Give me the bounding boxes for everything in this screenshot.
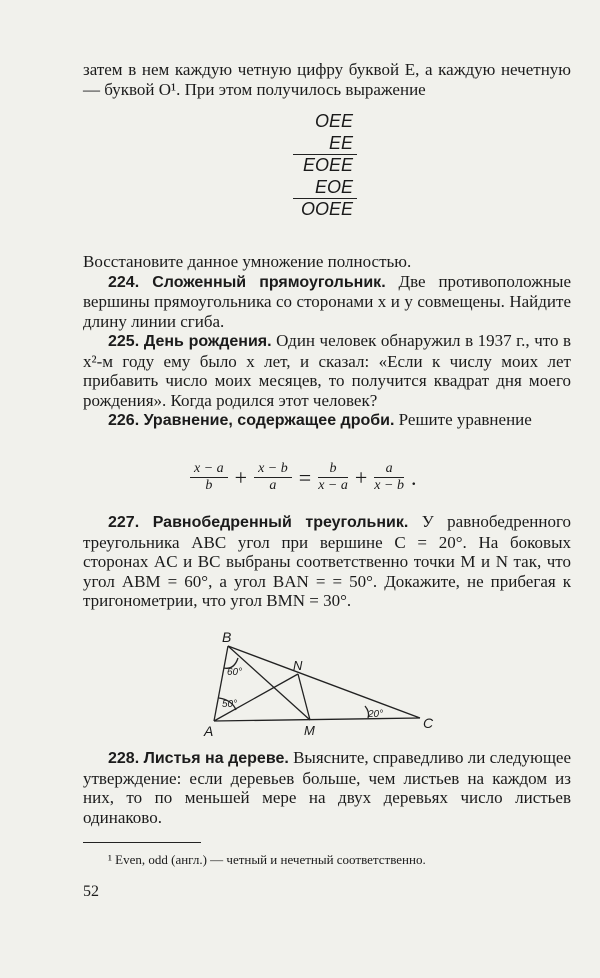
page-number: 52 (83, 883, 99, 900)
problem-227-body: У равнобедренного треугольника ABC угол при вершине C = 20°. На боковых сторонах AC и BC выбраны соответственно точки M и N так, что угол ABM = 60°, а угол BAN = = 50°. Докажите, не прибегая к тригонометрии, что угол BMN = 30°. (83, 512, 572, 610)
mult-row-3: EOEE (302, 155, 353, 175)
problem-226 (83, 410, 571, 431)
mult-row-2: EE (328, 133, 353, 153)
fraction-3: $\frac{b}{x - a}$ (318, 461, 348, 493)
problem-228 (83, 748, 571, 827)
segment-nm (298, 674, 310, 720)
problem-224-title: 224. Сложенный прямоугольник. (108, 273, 386, 291)
problem-225-body: Один человек обнаружил в 1937 г., что в x²-м году ему было x лет, и сказал: «Если к числу моих лет прибавить число моих месяцев, то получится квадрат дня моего рождения». Когда родился этот человек? (83, 331, 572, 410)
intro-paragraph: затем в нем каждую четную цифру буквой E, а каждую нечетную — буквой O¹. При этом получилось выражение (83, 60, 571, 99)
mult-rule-1 (293, 154, 357, 155)
problem-224-body: Две противоположные вершины прямоугольника со сторонами x и y совмещены. Найдите длину линии сгиба. (83, 271, 572, 331)
problem-226-body: Решите уравнение (398, 410, 532, 429)
problem-228-body: Выясните, справедливо ли следующее утверждение: если деревьев больше, чем листьев на каждом из них, то по меньшей мере на двух деревьях число листьев одинаково. (83, 748, 572, 827)
problem-225-title: 225. День рождения. (108, 333, 272, 350)
fraction-4: $\frac{a}{x - b}$ (374, 461, 404, 493)
problem-228-title: 228. Листья на дереве. (108, 750, 289, 767)
problem-225 (83, 331, 571, 410)
multiplication-scheme (285, 110, 365, 220)
label-m: M (304, 723, 315, 738)
mult-rule-2 (293, 198, 357, 199)
triangle-figure (200, 628, 440, 738)
problem-227 (83, 512, 571, 611)
fraction-1: $\frac{x - a}{b}$ (190, 461, 228, 494)
mult-row-5: OOEE (300, 199, 353, 219)
label-a: A (204, 723, 214, 738)
label-c: C (423, 715, 434, 731)
label-50: 50° (222, 699, 238, 710)
problems-block-1 (83, 252, 571, 431)
label-20: 20° (368, 709, 384, 720)
fraction-equation: $\frac{x - a}{b}$ + $\frac{x - b}{a}$ = $\frac{b}{x - a}$ + $\frac{a}{x - b}$ . (190, 461, 418, 494)
label-60: 60° (227, 667, 243, 678)
mult-row-1: OEE (314, 111, 353, 131)
problem-224 (83, 272, 571, 332)
problem-227-title: 227. Равнобедренный треугольник. (108, 514, 409, 531)
footnote-rule (83, 842, 201, 843)
side-bc (228, 646, 420, 718)
label-b: B (222, 629, 232, 645)
problem-226-title: 226. Уравнение, содержащее дроби. (108, 412, 395, 429)
fraction-2: $\frac{x - b}{a}$ (254, 461, 292, 494)
restore-text: Восстановите данное умножение полностью. (83, 252, 412, 271)
side-ac (214, 718, 420, 721)
footnote: ¹ Even, odd (англ.) — четный и нечетный соответственно. (108, 852, 426, 867)
mult-row-4: EOE (314, 177, 353, 197)
label-n: N (293, 658, 303, 673)
